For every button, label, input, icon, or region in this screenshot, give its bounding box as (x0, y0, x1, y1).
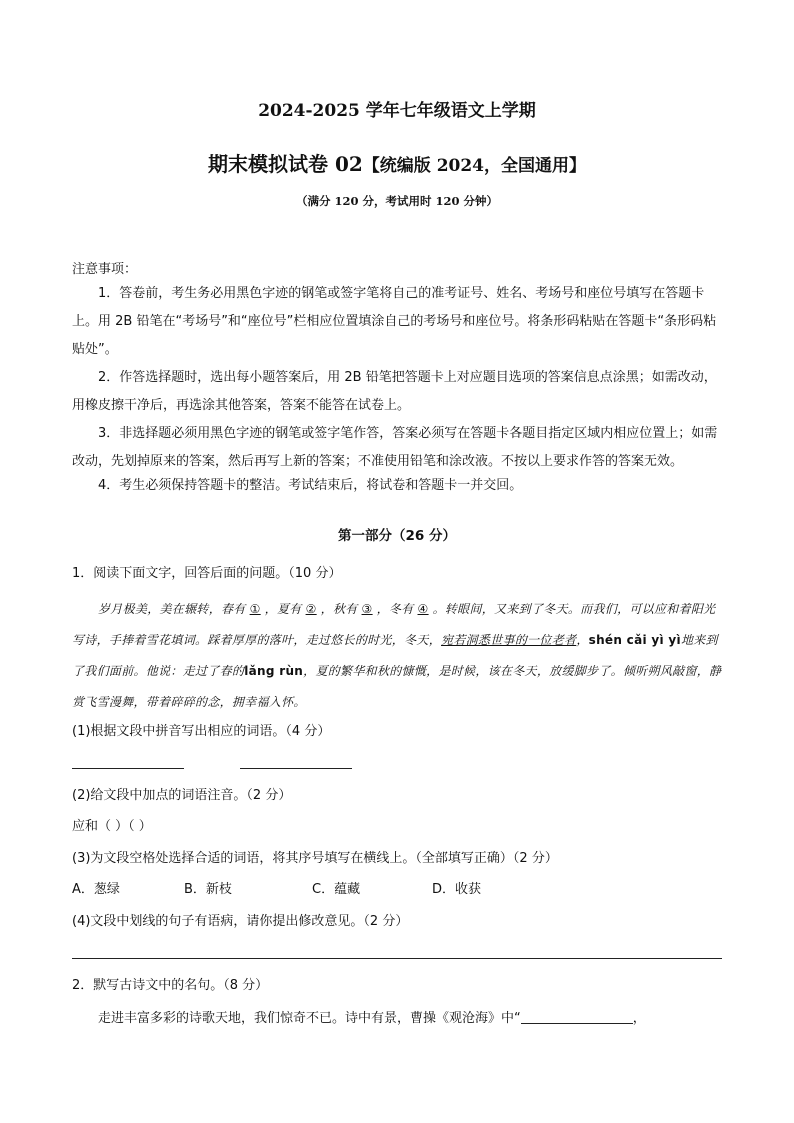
q1-sub3: (3)为文段空格处选择合适的词语，将其序号填写在横线上。（全部填写正确）（2 分） (72, 851, 558, 866)
exam-title: 2024-2025 学年七年级语文上学期 (258, 101, 536, 121)
option-c: C．蕴藏 (312, 882, 361, 897)
note-item-1: 1．答卷前，考生务必用黑色字迹的钢笔或签字笔将自己的准考证号、姓名、考场号和座位号填写在答题卡上。用 2B 铅笔在“考场号”和“座位号”栏相应位置填涂自己的考场号和座位号。将条形码粘贴在答题卡“条形码粘贴处”。 (72, 286, 717, 357)
q1-passage (72, 594, 722, 718)
notes-heading: 注意事项： (72, 262, 138, 277)
passage-text: ， (576, 633, 589, 647)
q1-options (72, 876, 722, 904)
blank-2: ② (305, 602, 317, 616)
option-b: B．新枝 (184, 882, 232, 897)
blank-4: ④ (417, 602, 429, 616)
q1-sub2-answer: 应和（ ）（ ） (72, 819, 152, 834)
q2-text-end: ， (632, 1011, 646, 1026)
blank-1: ① (249, 602, 261, 616)
pinyin-1: shén cǎi yì yì (588, 633, 681, 647)
subtitle-main: 期末模拟试卷 02 (207, 152, 363, 176)
passage-text: ，夏有 (264, 602, 302, 616)
blank-3: ③ (361, 602, 373, 616)
answer-line-3[interactable] (72, 958, 722, 959)
option-a: A．葱绿 (72, 882, 120, 897)
passage-text: ，秋有 (320, 602, 358, 616)
q1-sub2: (2)给文段中加点的词语注音。（2 分） (72, 788, 292, 803)
q1-sub4: (4)文段中划线的句子有语病，请你提出修改意见。（2 分） (72, 914, 409, 929)
answer-blank[interactable] (521, 1009, 633, 1024)
passage-text: 。转眼间，又来到了冬天。而我们，可以应和着阳光写诗，手捧着雪花填词。踩着厚厚的落叶，走过悠长的时光，冬天， (72, 602, 716, 647)
score-line: （满分 120 分，考试用时 120 分钟） (295, 194, 499, 208)
underlined-sentence: 宛若洞悉世事的一位老者 (441, 633, 577, 647)
passage-text: 岁月极美，美在辗转，春有 (98, 602, 246, 616)
q2-text (72, 1005, 722, 1033)
note-item-2: 2．作答选择题时，选出每小题答案后，用 2B 铅笔把答题卡上对应题目选项的答案信息点涂黑；如需改动，用橡皮擦干净后，再选涂其他答案，答案不能答在试卷上。 (72, 370, 717, 413)
answer-line-2[interactable] (240, 768, 352, 769)
pinyin-2: lǎng rùn (244, 664, 304, 678)
q1-stem: 1．阅读下面文字，回答后面的问题。（10 分） (72, 566, 342, 581)
exam-subtitle (0, 148, 794, 177)
passage-text: ，夏的繁华和秋的慷慨，是时候，该在冬天，放缓脚步了。倾听朔风敲窗，静赏飞雪漫舞，带着碎碎的念，拥幸福入怀。 (72, 664, 722, 709)
option-d: D．收获 (432, 882, 482, 897)
subtitle-note: 【统编版 2024，全国通用】 (362, 156, 587, 176)
q1-sub1: (1)根据文段中拼音写出相应的词语。（4 分） (72, 724, 331, 739)
passage-text: 地来到了我们面前。他说：走过了春的 (72, 633, 718, 678)
passage-text: ，冬有 (376, 602, 414, 616)
q2-stem: 2．默写古诗文中的名句。（8 分） (72, 978, 269, 993)
note-item-4: 4．考生必须保持答题卡的整洁。考试结束后，将试卷和答题卡一并交回。 (98, 478, 523, 493)
note-item-3: 3．非选择题必须用黑色字迹的钢笔或签字笔作答，答案必须写在答题卡各题目指定区域内相应位置上；如需改动，先划掉原来的答案，然后再写上新的答案；不准使用铅笔和涂改液。不按以上要求作答的答案无效。 (72, 426, 718, 469)
answer-line-1[interactable] (72, 768, 184, 769)
q2-text-body: 走进丰富多彩的诗歌天地，我们惊奇不已。诗中有景，曹操《观沧海》中“ (98, 1011, 521, 1026)
section-title: 第一部分（26 分） (338, 528, 456, 544)
